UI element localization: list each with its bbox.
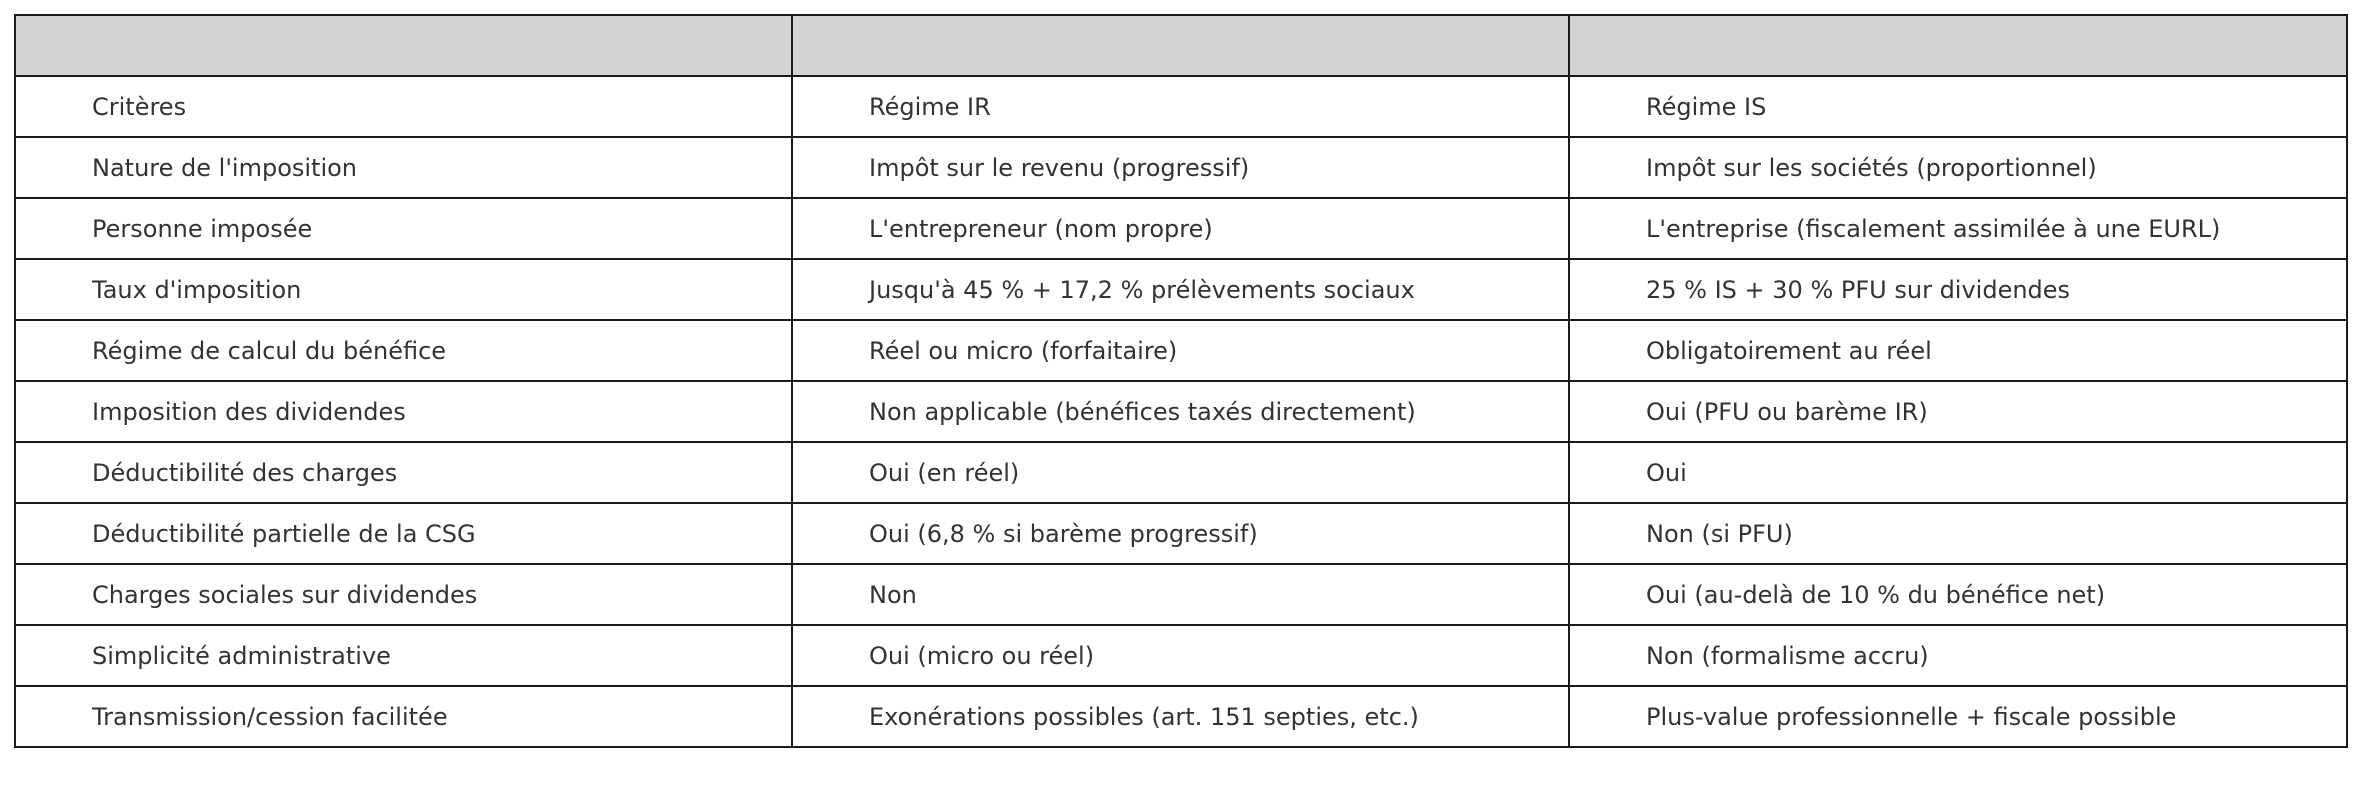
cell-criterion: Personne imposée: [15, 198, 792, 259]
header-row: [15, 15, 2347, 76]
table-row: [15, 686, 2347, 747]
cell-criterion: Simplicité administrative: [15, 625, 792, 686]
cell-regime-ir: Exonérations possibles (art. 151 septies, etc.): [792, 686, 1569, 747]
cell-criterion: Taux d'imposition: [15, 259, 792, 320]
cell-regime-ir: Régime IR: [792, 76, 1569, 137]
cell-criterion: Imposition des dividendes: [15, 381, 792, 442]
table-row: [15, 76, 2347, 137]
cell-regime-ir: Jusqu'à 45 % + 17,2 % prélèvements sociaux: [792, 259, 1569, 320]
cell-regime-is: Non (si PFU): [1569, 503, 2347, 564]
header-cell-2: [792, 15, 1569, 76]
cell-criterion: Critères: [15, 76, 792, 137]
cell-regime-ir: L'entrepreneur (nom propre): [792, 198, 1569, 259]
cell-regime-is: Oui: [1569, 442, 2347, 503]
cell-criterion: Nature de l'imposition: [15, 137, 792, 198]
table-row: [15, 381, 2347, 442]
cell-regime-ir: Impôt sur le revenu (progressif): [792, 137, 1569, 198]
cell-regime-ir: Non applicable (bénéfices taxés directement): [792, 381, 1569, 442]
cell-regime-ir: Réel ou micro (forfaitaire): [792, 320, 1569, 381]
cell-criterion: Déductibilité des charges: [15, 442, 792, 503]
cell-regime-ir: Oui (en réel): [792, 442, 1569, 503]
cell-criterion: Transmission/cession facilitée: [15, 686, 792, 747]
table-row: [15, 198, 2347, 259]
cell-regime-is: Oui (PFU ou barème IR): [1569, 381, 2347, 442]
table-row: [15, 503, 2347, 564]
cell-regime-is: Oui (au-delà de 10 % du bénéfice net): [1569, 564, 2347, 625]
cell-regime-is: Non (formalisme accru): [1569, 625, 2347, 686]
table-body: [15, 76, 2347, 747]
cell-regime-ir: Non: [792, 564, 1569, 625]
cell-criterion: Régime de calcul du bénéfice: [15, 320, 792, 381]
cell-regime-is: Régime IS: [1569, 76, 2347, 137]
cell-regime-is: Plus-value professionnelle + fiscale possible: [1569, 686, 2347, 747]
cell-criterion: Charges sociales sur dividendes: [15, 564, 792, 625]
table-row: [15, 259, 2347, 320]
table-header: [15, 15, 2347, 76]
cell-regime-is: 25 % IS + 30 % PFU sur dividendes: [1569, 259, 2347, 320]
header-cell-3: [1569, 15, 2347, 76]
table-row: [15, 564, 2347, 625]
cell-regime-is: L'entreprise (fiscalement assimilée à une EURL): [1569, 198, 2347, 259]
table-row: [15, 625, 2347, 686]
comparison-table: [14, 14, 2348, 748]
table-row: [15, 320, 2347, 381]
cell-regime-is: Obligatoirement au réel: [1569, 320, 2347, 381]
table-row: [15, 442, 2347, 503]
header-cell-1: [15, 15, 792, 76]
cell-regime-ir: Oui (micro ou réel): [792, 625, 1569, 686]
table-row: [15, 137, 2347, 198]
cell-regime-ir: Oui (6,8 % si barème progressif): [792, 503, 1569, 564]
cell-criterion: Déductibilité partielle de la CSG: [15, 503, 792, 564]
cell-regime-is: Impôt sur les sociétés (proportionnel): [1569, 137, 2347, 198]
